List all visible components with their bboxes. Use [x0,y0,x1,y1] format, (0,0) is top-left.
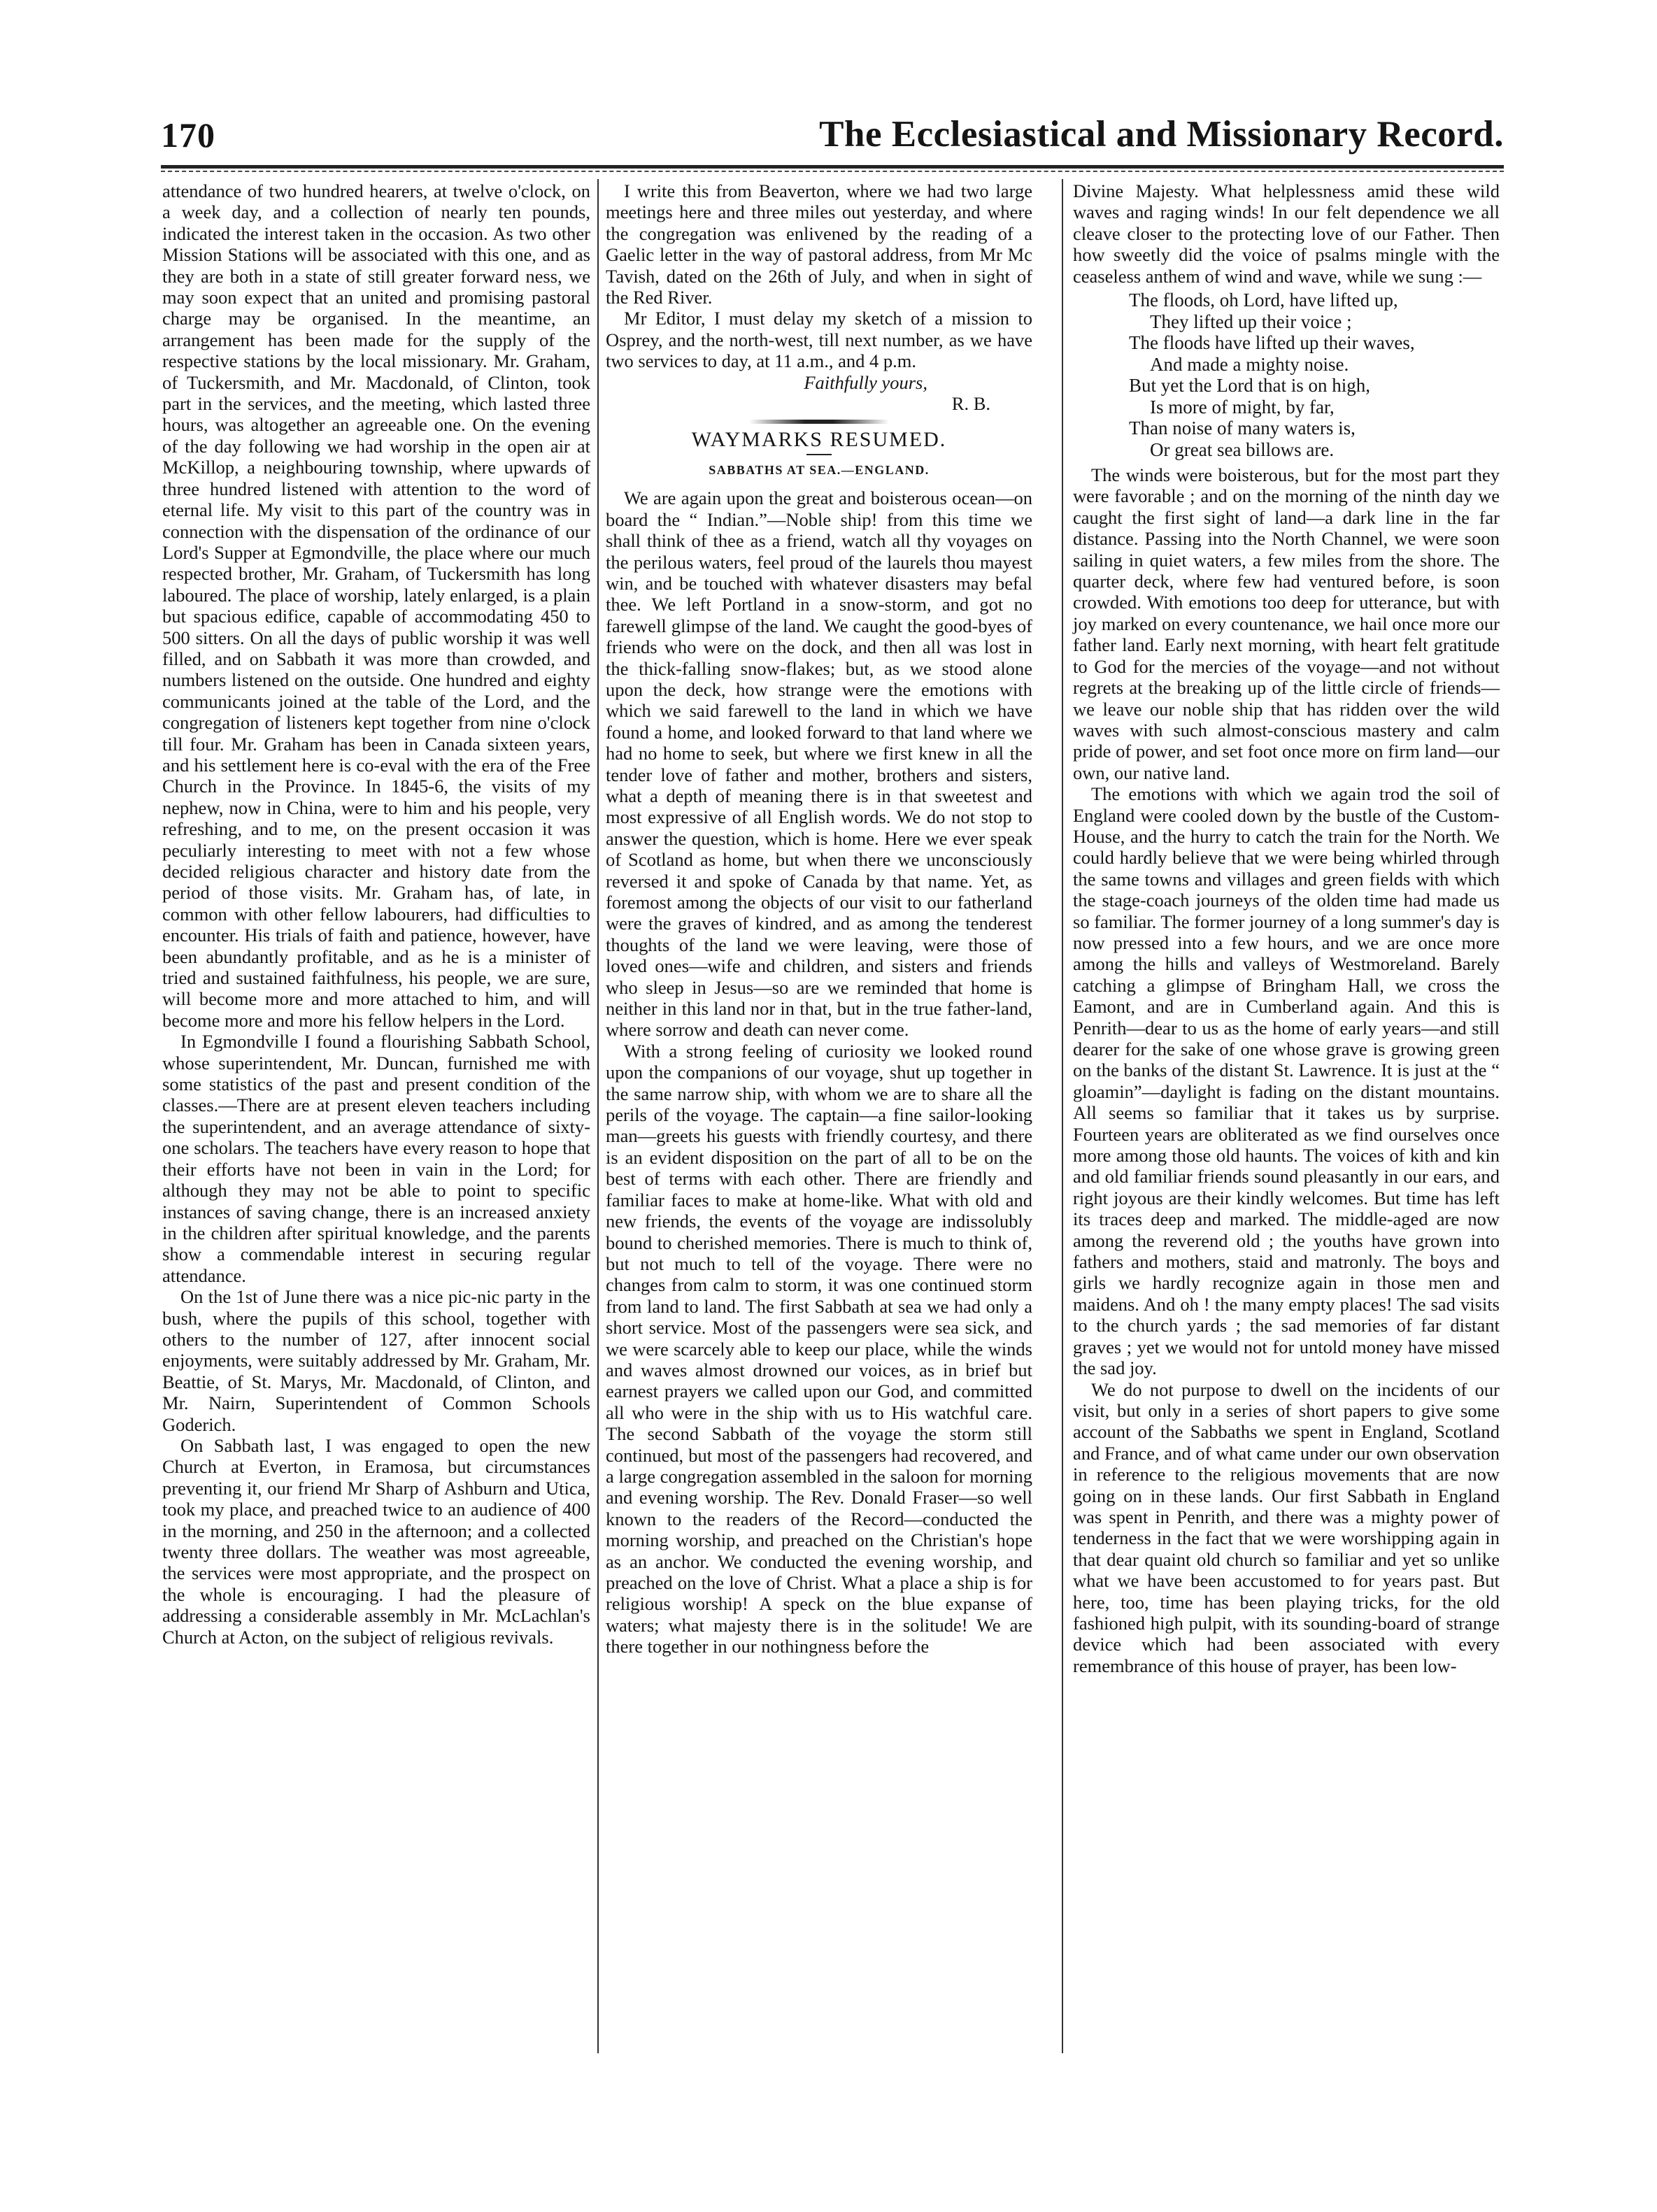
column-1 [162,180,590,1648]
header-rule-dashed [161,171,1504,172]
paragraph: Divine Majesty. What helplessness amid these wild waves and raging winds! In our felt dependence we all cleave closer to the protecting love of our Father. Then how sweetly did the voice of psalms mingle with the ceaseless anthem of wind and wave, while we sung :— [1073,180,1500,287]
poem-line: But yet the Lord that is on high, [1129,375,1370,397]
poem-line: They lifted up their voice ; [1150,311,1352,332]
paragraph: On Sabbath last, I was engaged to open the new Church at Everton, in Eramosa, but circumstances preventing it, our friend Mr Sharp of Ashburn and Utica, took my place, and preached twice to an audience of 400 in the morning, and 250 in the afternoon; and a collected twenty three dollars. The weather was most agreeable, the services were most appropriate, and the prospect on the whole is encouraging. I had the pleasure of addressing a considerable assembly in Mr. McLachlan's Church at Acton, on the subject of religious revivals. [162,1434,590,1648]
section-subtitle: SABBATHS AT SEA.—ENGLAND. [709,462,930,477]
paragraph: attendance of two hundred hearers, at twelve o'clock, on a week day, and a collection of nearly ten pounds, indicated the interest taken in the occasion. As two other Mission Stations will be associated with this one, and as they are both in a state of still greater forward ness, we may soon expect that an united and promising pastoral charge may be organised. In the meantime, an arrangement has been made for the supply of the respective stations by the local missionary. Mr. Graham, of Tuckersmith, and Mr. Macdonald, of Clinton, took part in the services, and the meeting, which lasted three hours, was altogether an agreeable one. On the evening of the day following we had worship in the open air at McKillop, a neighbouring township, where upwards of three hundred listened with attention to the word of eternal life. My visit to this part of the country was in connection with the dispensation of the ordinance of our Lord's Supper at Egmondville, the place where our much respected brother, Mr. Graham, of Tuckersmith has long laboured. The place of worship, lately enlarged, is a plain but spacious edifice, capable of accommodating 450 to 500 sitters. On all the days of public worship it was well filled, and on Sabbath it was more than crowded, and numbers listened on the outside. One hundred and eighty communicants joined at the table of the Lord, and the congregation of listeners kept together from nine o'clock till four. Mr. Graham has been in Canada sixteen years, and his settlement here is co-eval with the era of the Free Church in the Province. In 1845-6, the visits of my nephew, now in China, were to him and his people, very refreshing, and to me, on the present occasion it was peculiarly interesting to meet with not a few whose decided religious character and history date from the period of those visits. Mr. Graham has, of late, in common with other fellow labourers, had difficulties to encounter. His trials of faith and patience, however, have been abundantly profitable, and as he is a minister of tried and sustained faithfulness, his people, we are sure, will become more and more attached to him, and will become more and more his fellow helpers in the Lord. [162,180,590,1031]
section-rule [806,454,832,455]
psalm-verse [1073,290,1500,460]
poem-line: The floods have lifted up their waves, [1129,332,1415,354]
letter-closing: Faithfully yours, [804,371,927,393]
page-header [161,106,1504,162]
paragraph: On the 1st of June there was a nice pic-nic party in the bush, where the pupils of this school, together with others to the number of 127, after innocent social enjoyments, were suitably addressed by Mr. Graham, Mr. Beattie, of St. Marys, Mr. Macdonald, of Clinton, and Mr. Nairn, Superintendent of Common Schools Goderich. [162,1286,590,1435]
section-title: WAYMARKS RESUMED. [691,428,947,452]
paragraph: With a strong feeling of curiosity we looked round upon the companions of our voyage, shut up together in the same narrow ship, with whom we are to share all the perils of the voyage. The captain—a fine sailor-looking man—greets his guests with friendly courtesy, and there is an evident disposition on the part of all to be on the best of terms with each other. There are friendly and familiar faces to make at home-like. What with old and new friends, the events of the voyage are indissolubly bound to cherished memories. There is much to think of, but not much to tell of the voyage. There were no changes from calm to storm, it was one continued storm from land to land. The first Sabbath at sea we had only a short service. Most of the passengers were sea sick, and we were scarcely able to keep our place, while the winds and waves almost drowned our voices, as in brief but earnest prayers we called upon our God, and committed all who were in the ship with us to His watchful care. The second Sabbath of the voyage the storm still continued, but most of the passengers had recovered, and a large congregation assembled in the saloon for morning and evening worship. The Rev. Donald Fraser—so well known to the readers of the Record—conducted the morning worship, and preached on the Christian's hope as an anchor. We conducted the evening worship, and preached on the love of Christ. What a place a ship is for religious worship! A speck on the blue expanse of waters; what majesty there is in the solitude! We are there together in our nothingness before the [606,1040,1032,1657]
column-3 [1073,180,1500,1676]
paragraph: I write this from Beaverton, where we had two large meetings here and three miles out yesterday, and where the congregation was enlivened by the reading of a Gaelic letter in the way of pastoral address, from Mr Mc Tavish, dated on the 26th of July, and when in sight of the Red River. [606,180,1032,308]
header-rule [161,165,1504,169]
paragraph: We do not purpose to dwell on the incidents of our visit, but only in a series of short papers to give some account of the Sabbaths we spent in England, Scotland and France, and of what came under our own observation in reference to the religious movements that are now going on in these lands. Our first Sabbath in England was spent in Penrith, and there was a mighty power of tenderness in the fact that we were worshipping again in that dear quaint old church so familiar and yet so unlike what we have been accustomed to for years past. But here, too, time has been playing tricks, for the old fashioned high pulpit, with its sounding-board of strange device which had been associated with every remembrance of this house of prayer, has been low- [1073,1378,1500,1676]
page-title: The Ecclesiastical and Missionary Record. [819,114,1504,155]
column-2 [606,180,1032,1657]
section-ornament [749,420,889,424]
poem-line: Than noise of many waters is, [1129,418,1356,439]
column-divider-2 [1062,179,1063,2053]
paragraph: The winds were boisterous, but for the most part they were favorable ; and on the morning of the ninth day we caught the first sight of land—a dark line in the far distance. Passing into the North Channel, we were soon sailing in quiet waters, a few miles from the shore. The quarter deck, where few had ventured before, is soon crowded. With emotions too deep for utterance, but with joy marked on every countenance, we hail once more our father land. Early next morning, with heart felt gratitude to God for the mercies of the voyage—and not without regrets at the breaking up of the little circle of friends—we leave our noble ship that has ridden over the wild waves with such almost-conscious mastery and calm pride of power, and set foot once more on firm land—our own, our native land. [1073,464,1500,783]
paragraph: Mr Editor, I must delay my sketch of a mission to Osprey, and the north-west, till next number, as we have two services to day, at 11 a.m., and 4 p.m. [606,308,1032,372]
poem-line: And made a mighty noise. [1150,353,1349,375]
paragraph: We are again upon the great and boisterous ocean—on board the “ Indian.”—Noble ship! from this time we shall think of thee as a friend, watch all thy voyages on the perilous waters, feel proud of the laurels thou mayest win, and be touched with whatever disasters may befal thee. We left Portland in a snow-storm, and got no farewell glimpse of the land. We caught the good-byes of friends who were on the dock, and then all was lost in the thick-falling snow-flakes; but, as we stood alone upon the deck, how strange were the emotions with which we said farewell to the land in which we have found a home, and looked forward to that land where we had no home to seek, but where we first knew in all the tender love of father and mother, brothers and sisters, what a depth of meaning there is in that sweetest and most expressive of all English words. We do not stop to answer the question, which is home. Here we ever speak of Scotland as home, but when there we unconsciously reversed it and spoke of Canada by that name. Yet, as foremost among the objects of our visit to our fatherland were the graves of kindred, and as among the tenderest thoughts of the land we were leaving, were those of loved ones—wife and children, and sisters and friends who sleep in Jesus—so are we reminded that home is neither in this land nor in that, but in the true father-land, where sorrow and death can never come. [606,487,1032,1041]
page-number: 170 [161,115,215,155]
paragraph: The emotions with which we again trod the soil of England were cooled down by the bustle of the Custom-House, and the hurry to catch the train for the North. We could hardly believe that we were being whirled through the same towns and villages and green fields with which the stage-coach journeys of the olden time had made us so familiar. The former journey of a long summer's day is now pressed into a few hours, and we are once more among the hills and valleys of Westmoreland. Barely catching a glimpse of Bringham Hall, we cross the Eamont, and are in Cumberland again. And this is Penrith—dear to us as the home of early years—and still dearer for the sake of one whose grave is growing green on the banks of the distant St. Lawrence. It is just at the “ gloamin”—daylight is fading on the distant mountains. All seems so familiar that it takes us by surprise. Fourteen years are obliterated as we find ourselves once more among those old haunts. The voices of kith and kin and old familiar friends sound pleasantly in our ears, and right joyous are their kindly welcomes. But time has left its traces deep and marked. The middle-aged are now among the reverend old ; the youths have grown into fathers and mothers, staid and matronly. The boys and girls we hardly recognize again in those men and maidens. And oh ! the many empty places! The sad visits to the church yards ; the sad memories of far distant graves ; yet we would not for untold money have missed the sad joy. [1073,783,1500,1379]
paragraph: In Egmondville I found a flourishing Sabbath School, whose superintendent, Mr. Duncan, furnished me with some statistics of the past and present condition of the classes.—There are at present eleven teachers including the superintendent, and an average attendance of sixty-one scholars. The teachers have every reason to hope that their efforts have not been in vain in the Lord; for although they may not be able to point to specific instances of saving change, there is an increased anxiety in the children after spiritual knowledge, and the parents show a commendable interest in securing regular attendance. [162,1031,590,1286]
poem-line: Is more of might, by far, [1150,396,1335,418]
poem-line: The floods, oh Lord, have lifted up, [1129,290,1398,311]
column-divider-1 [597,179,599,2053]
letter-signature: R. B. [951,393,990,415]
poem-line: Or great sea billows are. [1150,438,1335,460]
